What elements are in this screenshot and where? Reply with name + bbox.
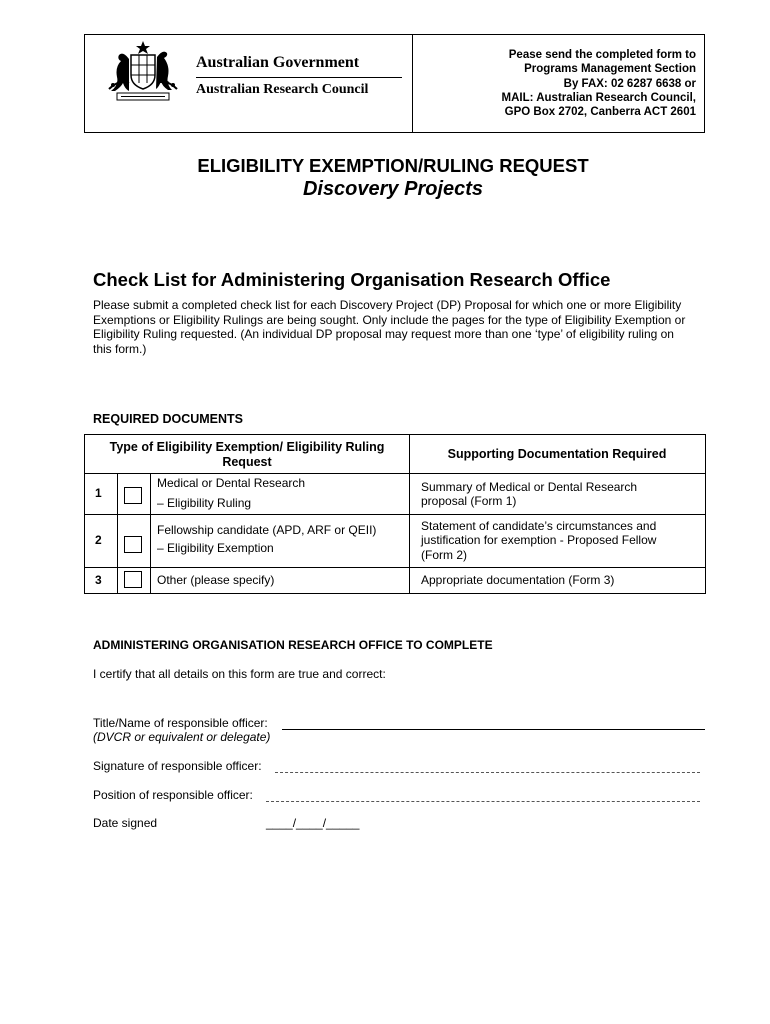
row-support: Statement of candidate’s circumstances and justification for exemption - Proposed Fellow (Form 2) [421, 519, 657, 562]
column-header-type: Type of Eligibility Exemption/ Eligibility Ruling Request [109, 440, 385, 469]
row-number: 1 [95, 486, 102, 500]
position-label: Position of responsible officer: [93, 788, 253, 802]
government-name: Australian Government [196, 54, 360, 71]
row-number: 2 [95, 533, 102, 547]
send-line: Programs Management Section [524, 63, 696, 76]
table-vline [117, 473, 118, 594]
form-subtitle: Discovery Projects [302, 178, 484, 200]
checklist-intro: Please submit a completed check list for each Discovery Project (DP) Proposal for which one or more Eligibility Exemptions or Eligibility Rulings are being sought. Only include the pages for the type of Eligibility Exemption or Eligibility Ruling requested. (An individual DP proposal may request more than one ‘type’ of eligibility ruling on this form.) [93, 298, 686, 356]
header-rule [196, 77, 402, 78]
row-type-line1: Medical or Dental Research [157, 476, 306, 490]
form-title: ELIGIBILITY EXEMPTION/RULING REQUEST [197, 155, 589, 176]
row-type-line1: Other (please specify) [157, 573, 275, 587]
column-header-support: Supporting Documentation Required [447, 447, 667, 461]
row-support: Summary of Medical or Dental Research proposal (Form 1) [421, 480, 638, 509]
send-instructions [502, 48, 696, 119]
row-3-checkbox[interactable] [124, 571, 142, 588]
table-hline [85, 473, 705, 474]
coat-of-arms-logo [95, 39, 191, 105]
required-documents-table [84, 434, 706, 594]
row-number: 3 [95, 573, 102, 587]
title-name-note: (DVCR or equivalent or delegate) [93, 730, 271, 744]
table-hline [85, 514, 705, 515]
row-type-line1: Fellowship candidate (APD, ARF or QEII) [157, 523, 377, 537]
row-2-checkbox[interactable] [124, 536, 142, 553]
required-documents-heading: REQUIRED DOCUMENTS [93, 412, 244, 426]
title-name-field[interactable] [282, 716, 705, 730]
title-name-label: Title/Name of responsible officer: [93, 716, 268, 730]
date-signed-label: Date signed [93, 816, 158, 830]
signature-label: Signature of responsible officer: [93, 759, 262, 773]
table-vline [150, 473, 151, 594]
admin-section-heading: ADMINISTERING ORGANISATION RESEARCH OFFICE TO COMPLETE [93, 638, 493, 652]
position-field[interactable] [266, 788, 700, 802]
send-line: By FAX: 02 6287 6638 or [563, 77, 696, 90]
send-line: GPO Box 2702, Canberra ACT 2601 [504, 106, 696, 119]
header-divider [412, 35, 413, 132]
row-1-checkbox[interactable] [124, 487, 142, 504]
row-type-line2: – Eligibility Ruling [157, 496, 252, 510]
row-type-line2: – Eligibility Exemption [157, 541, 274, 555]
certify-statement: I certify that all details on this form are true and correct: [93, 667, 386, 681]
date-signed-field[interactable]: ____/____/_____ [266, 816, 360, 830]
row-support: Appropriate documentation (Form 3) [421, 573, 615, 587]
send-line: Pease send the completed form to [508, 49, 696, 61]
send-line: MAIL: Australian Research Council, [501, 91, 696, 104]
header-box [84, 34, 705, 133]
table-hline [85, 567, 705, 568]
council-name: Australian Research Council [196, 82, 369, 97]
signature-field[interactable] [275, 759, 700, 773]
checklist-heading: Check List for Administering Organisation Research Office [93, 269, 611, 290]
